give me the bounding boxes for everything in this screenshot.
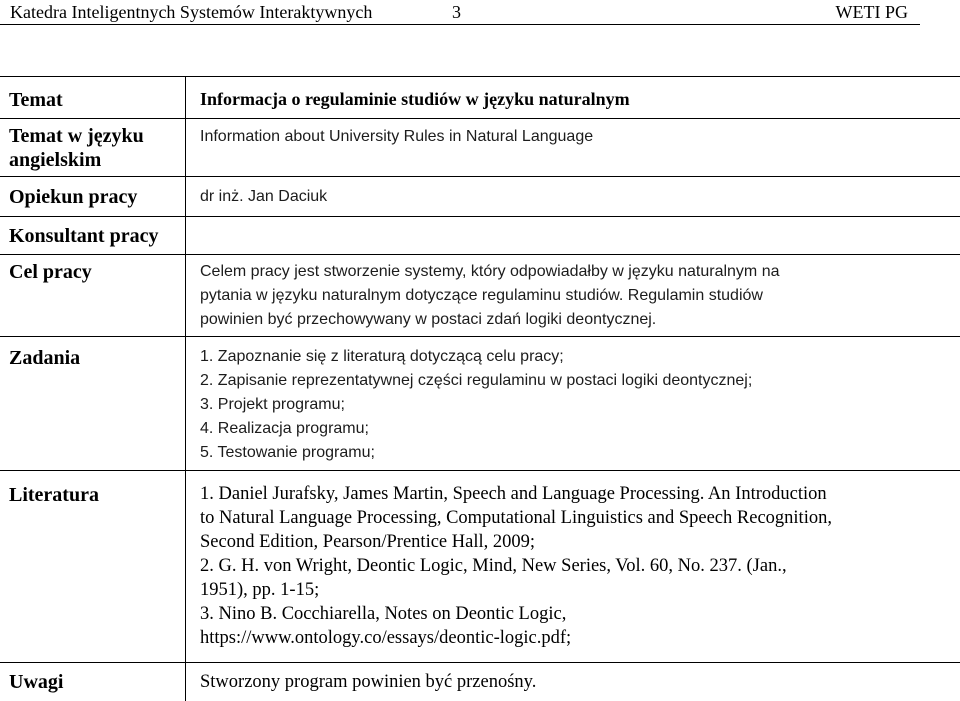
row-divider xyxy=(0,470,960,471)
header-department: Katedra Inteligentnych Systemów Interaktywnych xyxy=(10,2,373,22)
row-divider xyxy=(0,176,960,177)
value-temat: Informacja o regulaminie studiów w języku naturalnym xyxy=(200,89,630,109)
table-top-border xyxy=(0,76,960,77)
row-divider xyxy=(0,254,960,255)
label-literatura: Literatura xyxy=(9,484,99,506)
page-header xyxy=(0,0,960,24)
list-item: Second Edition, Pearson/Prentice Hall, 2009; xyxy=(200,532,535,552)
list-item: 1. Zapoznanie się z literaturą dotyczącą celu pracy; xyxy=(200,348,564,365)
row-divider xyxy=(0,662,960,663)
label-opiekun: Opiekun pracy xyxy=(9,186,138,208)
value-opiekun: dr inż. Jan Daciuk xyxy=(200,188,328,205)
list-item: 4. Realizacja programu; xyxy=(200,420,369,437)
list-item: 3. Projekt programu; xyxy=(200,396,345,413)
list-item: https://www.ontology.co/essays/deontic-logic.pdf; xyxy=(200,628,572,648)
list-item: 2. G. H. von Wright, Deontic Logic, Mind, New Series, Vol. 60, No. 237. (Jan., xyxy=(200,556,787,576)
label-konsultant: Konsultant pracy xyxy=(9,225,159,247)
label-temat-en: Temat w języku angielskim xyxy=(9,125,144,171)
value-temat-en: Information about University Rules in Natural Language xyxy=(200,128,594,145)
row-divider xyxy=(0,216,960,217)
list-item: 5. Testowanie programu; xyxy=(200,444,375,461)
label-temat: Temat xyxy=(9,89,63,111)
header-page-number: 3 xyxy=(452,2,461,22)
header-rule xyxy=(0,24,920,25)
label-uwagi: Uwagi xyxy=(9,671,64,693)
row-divider xyxy=(0,336,960,337)
list-item: to Natural Language Processing, Computational Linguistics and Speech Recognition, xyxy=(200,508,832,528)
label-cel: Cel pracy xyxy=(9,261,92,283)
value-uwagi: Stworzony program powinien być przenośny. xyxy=(200,672,537,692)
value-literatura xyxy=(200,482,952,650)
list-item: 2. Zapisanie reprezentatywnej części regulaminu w postaci logiki deontycznej; xyxy=(200,372,753,389)
list-item: 1951), pp. 1-15; xyxy=(200,580,320,600)
label-zadania: Zadania xyxy=(9,347,81,369)
column-divider xyxy=(185,76,186,701)
list-item: 1. Daniel Jurafsky, James Martin, Speech and Language Processing. An Introduction xyxy=(200,484,827,504)
list-item: 3. Nino B. Cocchiarella, Notes on Deontic Logic, xyxy=(200,604,567,624)
row-divider xyxy=(0,118,960,119)
header-faculty: WETI PG xyxy=(835,2,908,22)
value-zadania xyxy=(200,345,952,465)
value-cel: Celem pracy jest stworzenie systemy, który odpowiadałby w języku naturalnym na pytania w języku naturalnym dotyczące regulaminu studiów. Regulamin studiów powinien być przechowywany w postaci zdań logiki deontycznej. xyxy=(200,263,780,328)
